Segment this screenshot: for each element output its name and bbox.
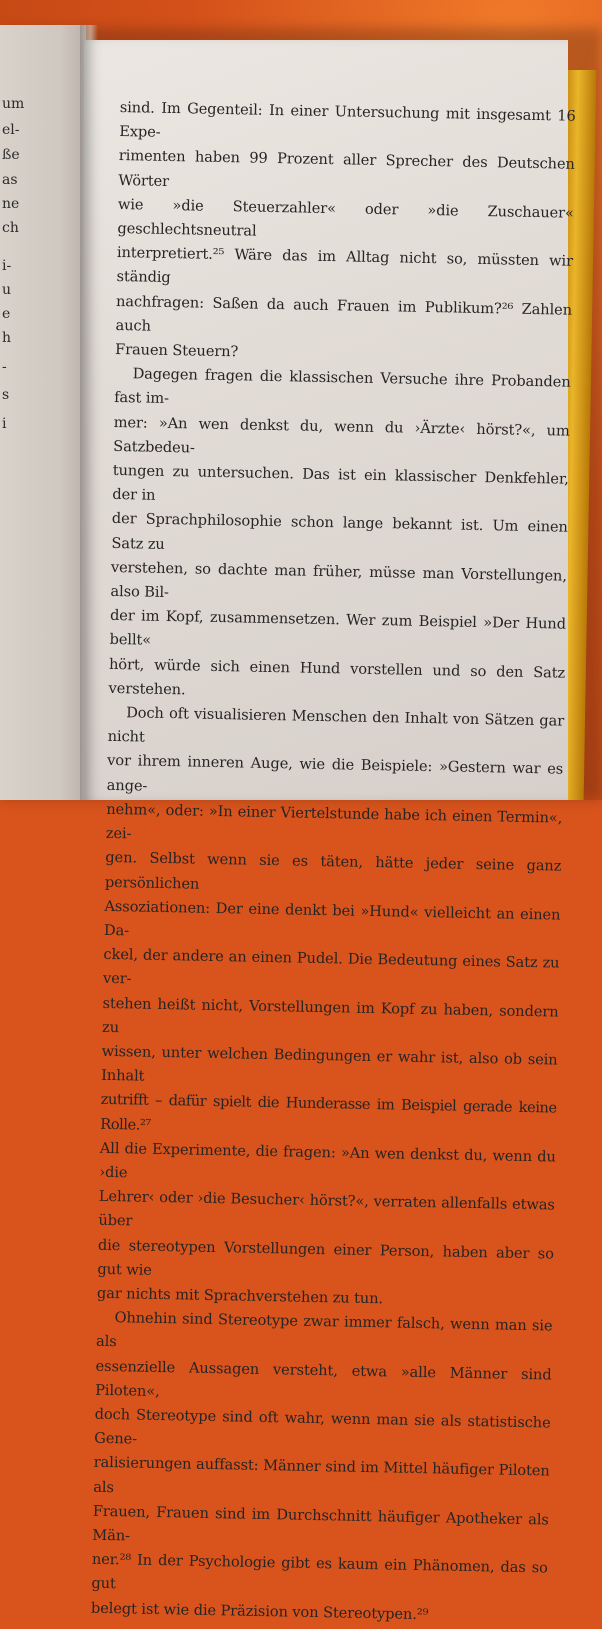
paragraph-1 xyxy=(115,96,576,371)
text-line: wissen, unter welchen Bedingungen er wahr ist, also ob sein Inhalt xyxy=(101,1042,558,1085)
text-line: ralisierungen auffasst: Männer sind im Mittel häufiger Piloten als xyxy=(93,1454,550,1496)
left-page-fragment: h xyxy=(2,330,12,346)
text-line: Dagegen fragen die klassischen Versuche ihre Probanden fast im- xyxy=(114,365,571,408)
left-page-fragment: i xyxy=(2,416,7,432)
text-line: zutrifft – dafür spielt die Hunderasse im Beispiel gerade keine Rolle.²⁷ xyxy=(100,1091,557,1134)
left-page-fragment: - xyxy=(2,359,7,375)
left-page-fragment: s xyxy=(2,387,10,403)
text-line: essenzielle Aussagen versteht, etwa »alle Männer sind Piloten«, xyxy=(94,1357,552,1400)
text-line: hört, würde sich einen Hund vorstellen und so den Satz verstehen. xyxy=(108,655,566,699)
left-page-fragment: el- xyxy=(2,122,20,138)
text-line: tungen zu untersuchen. Das ist ein klassischer Denkfehler, der in xyxy=(112,461,569,505)
text-line: Lehrer‹ oder ›die Besucher‹ hörst?«, verraten allenfalls etwas über xyxy=(98,1187,555,1230)
page-body-text xyxy=(91,96,576,1629)
text-line: vor ihrem inneren Auge, wie die Beispiele: »Gestern war es ange- xyxy=(106,752,564,795)
text-line: Doch oft visualisieren Menschen den Inhalt von Sätzen gar nicht xyxy=(107,704,565,746)
paragraph-3 xyxy=(97,701,565,1315)
text-line: der im Kopf, zusammensetzen. Wer zum Beispiel »Der Hund bellt« xyxy=(109,607,567,650)
text-line: verstehen, so dachte man früher, müsse man Vorstellungen, also Bil- xyxy=(110,558,568,602)
left-page xyxy=(0,25,86,800)
text-line: wie »die Steuerzahler« oder »die Zuschauer« geschlechtsneutral xyxy=(117,195,574,240)
text-line: ckel, der andere an einen Pudel. Die Bedeutung eines Satz zu ver- xyxy=(102,945,560,988)
left-page-fragment: i- xyxy=(2,258,12,274)
text-line: doch Stereotype sind oft wahr, wenn man sie als statistische Gene- xyxy=(94,1405,551,1448)
left-page-fragment: as xyxy=(2,172,18,188)
text-line: die stereotypen Vorstellungen einer Person, haben aber so gut wie xyxy=(97,1236,555,1279)
text-line: Assoziationen: Der eine denkt bei »Hund« vielleicht an einen Da- xyxy=(103,897,561,940)
left-page-fragment: ne xyxy=(2,196,20,212)
text-line: Frauen, Frauen sind im Durchschnitt häufiger Apotheker als Män- xyxy=(92,1502,549,1545)
text-line: Frauen Steuern? xyxy=(114,340,239,361)
text-line: interpretiert.²⁵ Wäre das im Alltag nicht so, müssten wir ständig xyxy=(116,244,574,287)
paragraph-2 xyxy=(108,362,570,710)
text-line: ner.²⁸ In der Psychologie gibt es kaum ein Phänomen, das so gut xyxy=(91,1550,548,1593)
text-line: nehm«, oder: »In einer Viertelstunde habe ich einen Termin«, zei- xyxy=(105,800,563,843)
text-line: mer: »An wen denkst du, wenn du ›Ärzte‹ hörst?«, um Satzbedeu- xyxy=(113,413,570,457)
text-line: rimenten haben 99 Prozent aller Sprecher des Deutschen Wörter xyxy=(118,147,575,190)
text-line: gen. Selbst wenn sie es täten, hätte jeder seine ganz persönlichen xyxy=(104,849,562,893)
paragraph-4 xyxy=(91,1306,553,1629)
left-page-fragment: ch xyxy=(2,220,19,236)
left-page-fragment: um xyxy=(2,96,25,112)
left-page-fragment: u xyxy=(2,282,12,298)
left-page-fragment: ße xyxy=(2,147,20,163)
text-line: All die Experimente, die fragen: »An wen denkst du, wenn du ›die xyxy=(99,1139,556,1182)
text-line: der Sprachphilosophie schon lange bekannt ist. Um einen Satz zu xyxy=(111,510,568,553)
text-line: sind. Im Gegenteil: In einer Untersuchung mit insgesamt 16 Expe- xyxy=(119,98,576,141)
text-line: belegt ist wie die Präzision von Stereotypen.²⁹ xyxy=(90,1599,429,1623)
text-line: gar nichts mit Sprachverstehen zu tun. xyxy=(96,1284,384,1308)
text-line: nachfragen: Saßen da auch Frauen im Publikum?²⁶ Zahlen auch xyxy=(115,292,573,335)
text-line: stehen heißt nicht, Vorstellungen im Kopf zu haben, sondern zu xyxy=(101,994,559,1036)
left-page-fragment: e xyxy=(2,306,11,322)
text-line: Ohnehin sind Stereotype zwar immer falsch, wenn man sie als xyxy=(95,1309,553,1351)
